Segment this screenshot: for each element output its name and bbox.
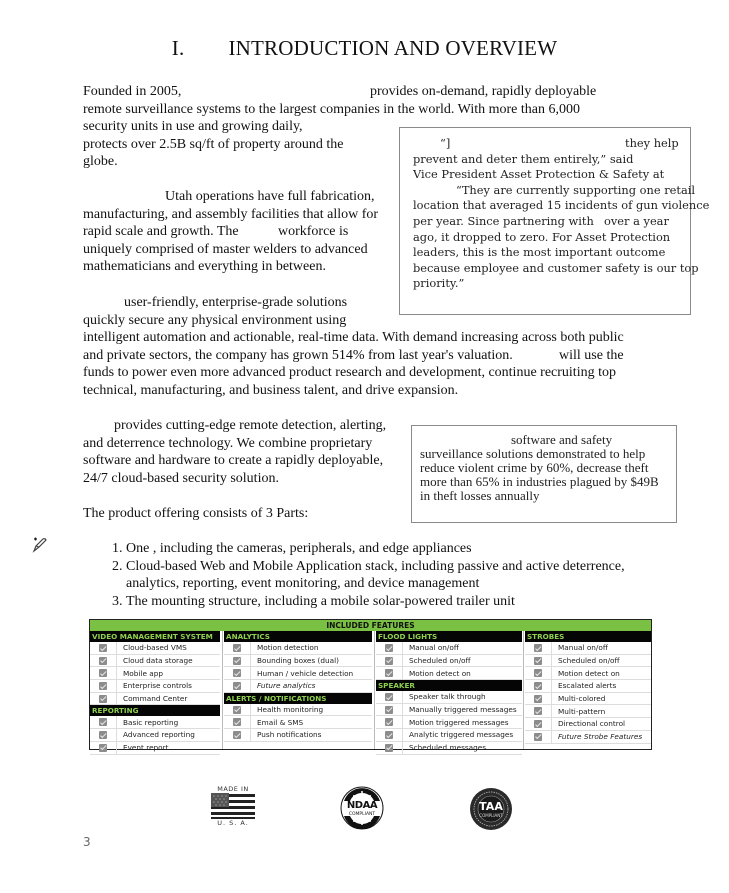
cell-divider (402, 642, 403, 654)
checkbox-checked-icon (233, 706, 241, 714)
checkbox-checked-icon (99, 644, 107, 652)
box-text-line: Vice President Asset Protection & Safety at (413, 167, 665, 182)
paragraph-line: provides cutting-edge remote detection, alerting, (114, 418, 387, 433)
ndaa-compliant-text: COMPLIANT (348, 812, 376, 817)
box-text-line: prevent and deter them entirely,” said (413, 151, 634, 166)
feature-row (376, 742, 522, 755)
feature-row (90, 667, 220, 680)
taa-text: TAA (479, 800, 503, 813)
cell-divider (116, 742, 117, 754)
feature-row (376, 642, 522, 655)
feature-row (224, 667, 372, 680)
paragraph-line: technical, manufacturing, and business talent, and drive expansion. (83, 382, 459, 398)
cell-divider (250, 680, 251, 692)
checkbox-checked-icon (534, 657, 542, 665)
cell-divider (551, 667, 552, 679)
checkbox-checked-icon (385, 731, 393, 739)
cell-divider (402, 716, 403, 728)
checkbox-checked-icon (534, 733, 542, 741)
feature-label: Motion detection (257, 643, 319, 653)
paragraph-line: manufacturing, and assembly facilities that allow for (83, 206, 379, 222)
checkbox-checked-icon (99, 731, 107, 739)
cell-divider (250, 667, 251, 679)
feature-row (376, 729, 522, 742)
feature-row (224, 680, 372, 693)
feature-row (90, 729, 220, 742)
usa-label: U. S. A. (217, 819, 249, 827)
feature-row (90, 680, 220, 693)
feature-label: Analytic triggered messages (409, 730, 514, 740)
feature-row (525, 731, 651, 744)
feature-row (224, 704, 372, 717)
cell-divider (551, 680, 552, 692)
features-column (376, 631, 522, 755)
cell-divider (551, 705, 552, 717)
features-column (90, 631, 220, 755)
cell-divider (116, 729, 117, 741)
box-text-line: location that averaged 15 incidents of gun violence (413, 198, 710, 213)
checkbox-checked-icon (385, 657, 393, 665)
feature-label: Future analytics (257, 681, 316, 691)
box-text-line: ago, it dropped to zero. For Asset Protection (413, 229, 671, 244)
paragraph-line: software and hardware to create a rapidly deployable, (83, 453, 384, 468)
paragraph-line: security units in use and growing daily, (83, 119, 303, 134)
cell-divider (551, 693, 552, 705)
feature-label: Manually triggered messages (409, 705, 517, 715)
box-text-line: more than 65% in industries plagued by $49B (420, 474, 659, 489)
feature-label: Basic reporting (123, 717, 179, 727)
column-divider (523, 631, 524, 749)
cell-divider (250, 729, 251, 741)
box-text-line: leaders, this is the most important outcome (413, 245, 666, 260)
checkbox-checked-icon (534, 682, 542, 690)
cell-divider (116, 655, 117, 667)
feature-label: Motion detect on (558, 668, 620, 678)
feature-label: Speaker talk through (409, 692, 486, 702)
checkbox-checked-icon (99, 657, 107, 665)
paragraph-line: provides on-demand, rapidly deployable (370, 84, 597, 99)
cell-divider (402, 742, 403, 754)
feature-label: Multi-colored (558, 694, 606, 704)
checkbox-checked-icon (99, 669, 107, 677)
statistics-callout-box (411, 425, 677, 523)
feature-label: Escalated alerts (558, 681, 617, 691)
features-table-title: INCLUDED FEATURES (90, 620, 651, 631)
features-column (224, 631, 372, 742)
column-divider (222, 631, 223, 749)
feature-row (90, 742, 220, 755)
feature-row (376, 691, 522, 704)
checkbox-checked-icon (385, 644, 393, 652)
ndaa-compliant-logo (340, 786, 384, 830)
feature-section-header: FLOOD LIGHTS (376, 631, 522, 642)
paragraph-line: Founded in 2005, (83, 84, 182, 99)
list-item: 1. One , including the cameras, peripherals, and edge appliances (126, 540, 666, 558)
paragraph-line: uniquely comprised of master welders to advanced (83, 241, 368, 257)
checkbox-checked-icon (385, 744, 393, 752)
ndaa-text: NDAA (346, 800, 378, 811)
box-text-line: “] (440, 136, 451, 150)
list-item: 3. The mounting structure, including a mobile solar-powered trailer unit (126, 593, 666, 611)
checkbox-checked-icon (99, 718, 107, 726)
feature-row (224, 716, 372, 729)
checkbox-checked-icon (534, 707, 542, 715)
list-item: 2. Cloud-based Web and Mobile Application stack, including passive and active deterrence, analytics, reporting, event monitoring, and device management (126, 558, 666, 593)
feature-row (525, 718, 651, 731)
feature-row (525, 667, 651, 680)
cell-divider (116, 680, 117, 692)
feature-row (376, 667, 522, 680)
paragraph-line: quickly secure any physical environment using (83, 312, 347, 328)
paragraph-line: rapid scale and growth. The (83, 224, 239, 239)
box-text-line: because employee and customer safety is our top (413, 260, 699, 275)
feature-label: Manual on/off (409, 643, 459, 653)
product-parts-list (104, 540, 666, 610)
checkbox-checked-icon (534, 644, 542, 652)
page-number: 3 (83, 835, 91, 849)
made-in-label: MADE IN (217, 785, 249, 793)
cell-divider (402, 729, 403, 741)
checkbox-checked-icon (233, 718, 241, 726)
feature-label: Scheduled messages (409, 743, 487, 753)
section-number: I. (171, 36, 185, 60)
included-features-table (89, 619, 652, 753)
feature-label: Email & SMS (257, 717, 304, 727)
cell-divider (116, 667, 117, 679)
feature-label: Health monitoring (257, 705, 324, 715)
feature-row (224, 642, 372, 655)
checkbox-checked-icon (385, 706, 393, 714)
paragraph-line: funds to power even more advanced product research and development, continue recruiting top (83, 365, 616, 380)
feature-section-header: REPORTING (90, 705, 220, 716)
feature-row (90, 655, 220, 668)
feature-label: Cloud-based VMS (123, 643, 187, 653)
box-text-line: reduce violent crime by 60%, decrease theft (420, 460, 649, 475)
feature-row (90, 716, 220, 729)
feature-row (90, 642, 220, 655)
cell-divider (250, 716, 251, 728)
checkbox-checked-icon (99, 695, 107, 703)
box-text-line: over a year (604, 214, 669, 228)
cell-divider (551, 718, 552, 730)
section-heading (0, 36, 729, 61)
feature-label: Push notifications (257, 730, 322, 740)
box-text-line: they help (625, 136, 679, 150)
feature-row (525, 693, 651, 706)
feature-label: Directional control (558, 719, 626, 729)
box-text-line: surveillance solutions demonstrated to help (420, 446, 646, 461)
feature-row (376, 704, 522, 717)
checkbox-checked-icon (534, 720, 542, 728)
paragraph-line: workforce is (278, 224, 349, 239)
paragraph-line: globe. (83, 154, 118, 169)
checkbox-checked-icon (534, 695, 542, 703)
box-text-line: software and safety (511, 432, 613, 447)
checkbox-checked-icon (385, 669, 393, 677)
cell-divider (402, 691, 403, 703)
feature-label: Multi-pattern (558, 706, 606, 716)
feature-row (376, 716, 522, 729)
us-flag-icon (211, 793, 255, 819)
cell-divider (402, 655, 403, 667)
feature-label: Human / vehicle detection (257, 668, 354, 678)
checkbox-checked-icon (534, 669, 542, 677)
feature-label: Scheduled on/off (558, 656, 620, 666)
feature-row (525, 642, 651, 655)
cell-divider (116, 716, 117, 728)
feature-label: Cloud data storage (123, 656, 193, 666)
checkbox-checked-icon (385, 693, 393, 701)
checkbox-checked-icon (233, 731, 241, 739)
feature-label: Manual on/off (558, 643, 608, 653)
feature-label: Future Strobe Features (558, 732, 643, 742)
feature-row (224, 655, 372, 668)
paragraph-line: and private sectors, the company has grown 514% from last year's valuation. (83, 347, 513, 363)
features-column (525, 631, 651, 744)
box-text-line: per year. Since partnering with (413, 214, 594, 228)
paragraph-line: remote surveillance systems to the largest companies in the world. With more than 6,000 (83, 101, 580, 117)
cell-divider (250, 704, 251, 716)
feature-label: Event report (123, 743, 169, 753)
feature-row (90, 693, 220, 706)
checkbox-checked-icon (99, 682, 107, 690)
cell-divider (551, 655, 552, 667)
checkbox-checked-icon (385, 718, 393, 726)
paragraph-line: intelligent automation and actionable, real-time data. With demand increasing across both public (83, 330, 624, 345)
feature-section-header: ANALYTICS (224, 631, 372, 642)
checkbox-checked-icon (233, 657, 241, 665)
paragraph-line: The product offering consists of 3 Parts: (83, 506, 309, 521)
feature-row (224, 729, 372, 742)
paragraph-line: user-friendly, enterprise-grade solutions (124, 295, 348, 310)
made-in-usa-logo (211, 786, 255, 828)
cell-divider (402, 667, 403, 679)
cell-divider (250, 655, 251, 667)
checkbox-checked-icon (99, 744, 107, 752)
feature-label: Motion detect on (409, 668, 471, 678)
feature-label: Advanced reporting (123, 730, 195, 740)
paragraph-line: mathematicians and everything in between. (83, 259, 326, 274)
feature-row (525, 655, 651, 668)
feature-label: Command Center (123, 694, 188, 704)
paragraph-line: protects over 2.5B sq/ft of property around the (83, 136, 344, 152)
checkbox-checked-icon (233, 669, 241, 677)
feature-label: Mobile app (123, 668, 163, 678)
cell-divider (551, 642, 552, 654)
cell-divider (116, 693, 117, 705)
edit-pen-icon[interactable] (31, 536, 49, 554)
feature-row (376, 655, 522, 668)
feature-label: Motion triggered messages (409, 717, 509, 727)
feature-section-header: STROBES (525, 631, 651, 642)
cell-divider (402, 704, 403, 716)
testimonial-quote-box (399, 127, 710, 315)
checkbox-checked-icon (233, 682, 241, 690)
feature-section-header: VIDEO MANAGEMENT SYSTEM (90, 631, 220, 642)
feature-label: Bounding boxes (dual) (257, 656, 339, 666)
feature-label: Scheduled on/off (409, 656, 471, 666)
taa-compliant-logo (469, 787, 513, 831)
feature-section-header: ALERTS / NOTIFICATIONS (224, 693, 372, 704)
feature-label: Enterprise controls (123, 681, 192, 691)
box-text-line: “They are currently supporting one retail (456, 182, 696, 197)
taa-compliant-text: COMPLIANT (479, 813, 503, 818)
feature-row (525, 705, 651, 718)
paragraph-line: Utah operations have full fabrication, (165, 189, 375, 204)
feature-row (525, 680, 651, 693)
box-text-line: in theft losses annually (420, 488, 540, 503)
cell-divider (116, 642, 117, 654)
cell-divider (250, 642, 251, 654)
paragraph-line: 24/7 cloud-based security solution. (83, 470, 279, 486)
paragraph-line: will use the (559, 347, 624, 363)
paragraph-line: and deterrence technology. We combine proprietary (83, 435, 373, 451)
feature-section-header: SPEAKER (376, 680, 522, 691)
cell-divider (551, 731, 552, 743)
section-title: INTRODUCTION AND OVERVIEW (228, 36, 558, 60)
column-divider (374, 631, 375, 749)
checkbox-checked-icon (233, 644, 241, 652)
box-text-line: priority.” (413, 276, 465, 291)
